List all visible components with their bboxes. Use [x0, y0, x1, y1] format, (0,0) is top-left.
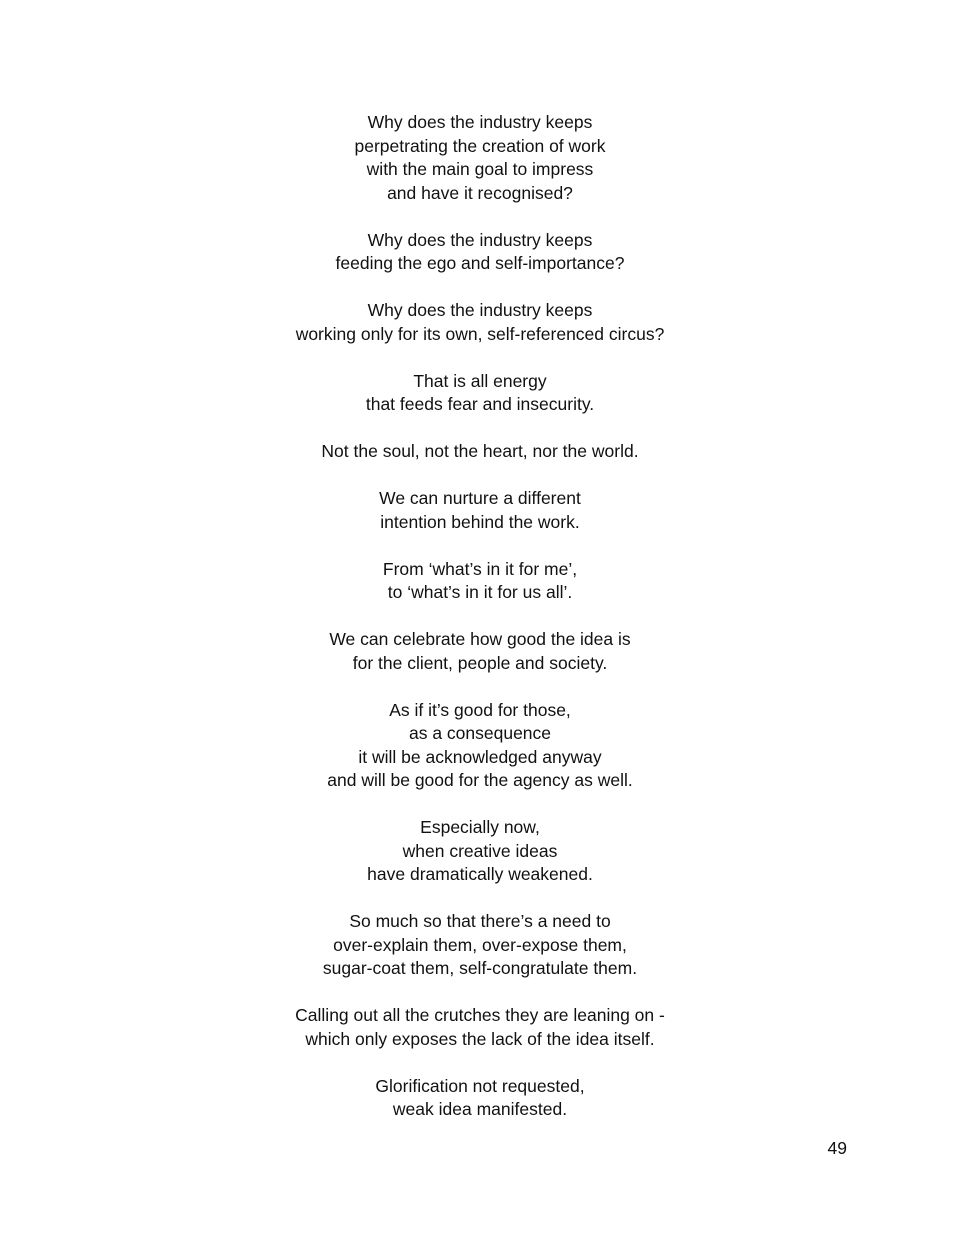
poem-line: intention behind the work. — [380, 511, 580, 532]
stanza — [0, 111, 960, 205]
poem-line: for the client, people and society. — [352, 652, 608, 673]
poem-line: over-explain them, over-expose them, — [333, 934, 627, 955]
poem-line: Glorification not requested, — [375, 1075, 585, 1096]
poem-line: Why does the industry keeps — [367, 229, 593, 250]
poem-line: So much so that there’s a need to — [349, 911, 611, 931]
stanza — [0, 299, 960, 346]
poem-line: Why does the industry keeps — [367, 300, 593, 320]
poem-line: as a consequence — [408, 723, 552, 743]
stanza — [0, 1004, 960, 1051]
poem-line: That is all energy — [413, 370, 547, 391]
poem-line: which only exposes the lack of the idea itself. — [305, 1028, 655, 1049]
stanza — [0, 699, 960, 793]
stanza — [0, 370, 960, 417]
poem-line: Especially now, — [420, 817, 540, 837]
poem-line: and will be good for the agency as well. — [327, 770, 633, 790]
poem-line: and have it recognised? — [387, 182, 573, 203]
poem-line: feeding the ego and self-importance? — [335, 253, 625, 273]
poem-line: have dramatically weakened. — [367, 864, 593, 884]
stanza — [0, 1075, 960, 1122]
poem-line: sugar-coat them, self-congratulate them. — [322, 958, 638, 978]
poem-line: We can nurture a different — [379, 488, 581, 508]
poem-line: As if it’s good for those, — [389, 699, 571, 720]
poem-line: when creative ideas — [402, 840, 558, 861]
poem-line: perpetrating the creation of work — [354, 135, 606, 156]
page-number: 49 — [827, 1138, 847, 1158]
stanza — [0, 558, 960, 605]
poem-body — [0, 111, 960, 1145]
poem-line: Why does the industry keeps — [367, 112, 593, 132]
poem-line: Calling out all the crutches they are leaning on - — [295, 1005, 665, 1025]
poem-line: working only for its own, self-referenced circus? — [295, 323, 665, 344]
stanza — [0, 487, 960, 534]
poem-line: to ‘what’s in it for us all’. — [387, 582, 573, 602]
poem-line: Not the soul, not the heart, nor the world. — [321, 441, 639, 461]
poem-line: it will be acknowledged anyway — [358, 746, 602, 767]
poem-line: that feeds fear and insecurity. — [365, 394, 595, 414]
poem-line: From ‘what’s in it for me’, — [382, 558, 578, 579]
poem-line: weak idea manifested. — [392, 1099, 568, 1119]
stanza — [0, 628, 960, 675]
stanza — [0, 816, 960, 887]
stanza — [0, 910, 960, 981]
stanza — [0, 440, 960, 464]
poem-line: with the main goal to impress — [366, 159, 594, 179]
stanza — [0, 229, 960, 276]
poem-line: We can celebrate how good the idea is — [329, 629, 631, 649]
